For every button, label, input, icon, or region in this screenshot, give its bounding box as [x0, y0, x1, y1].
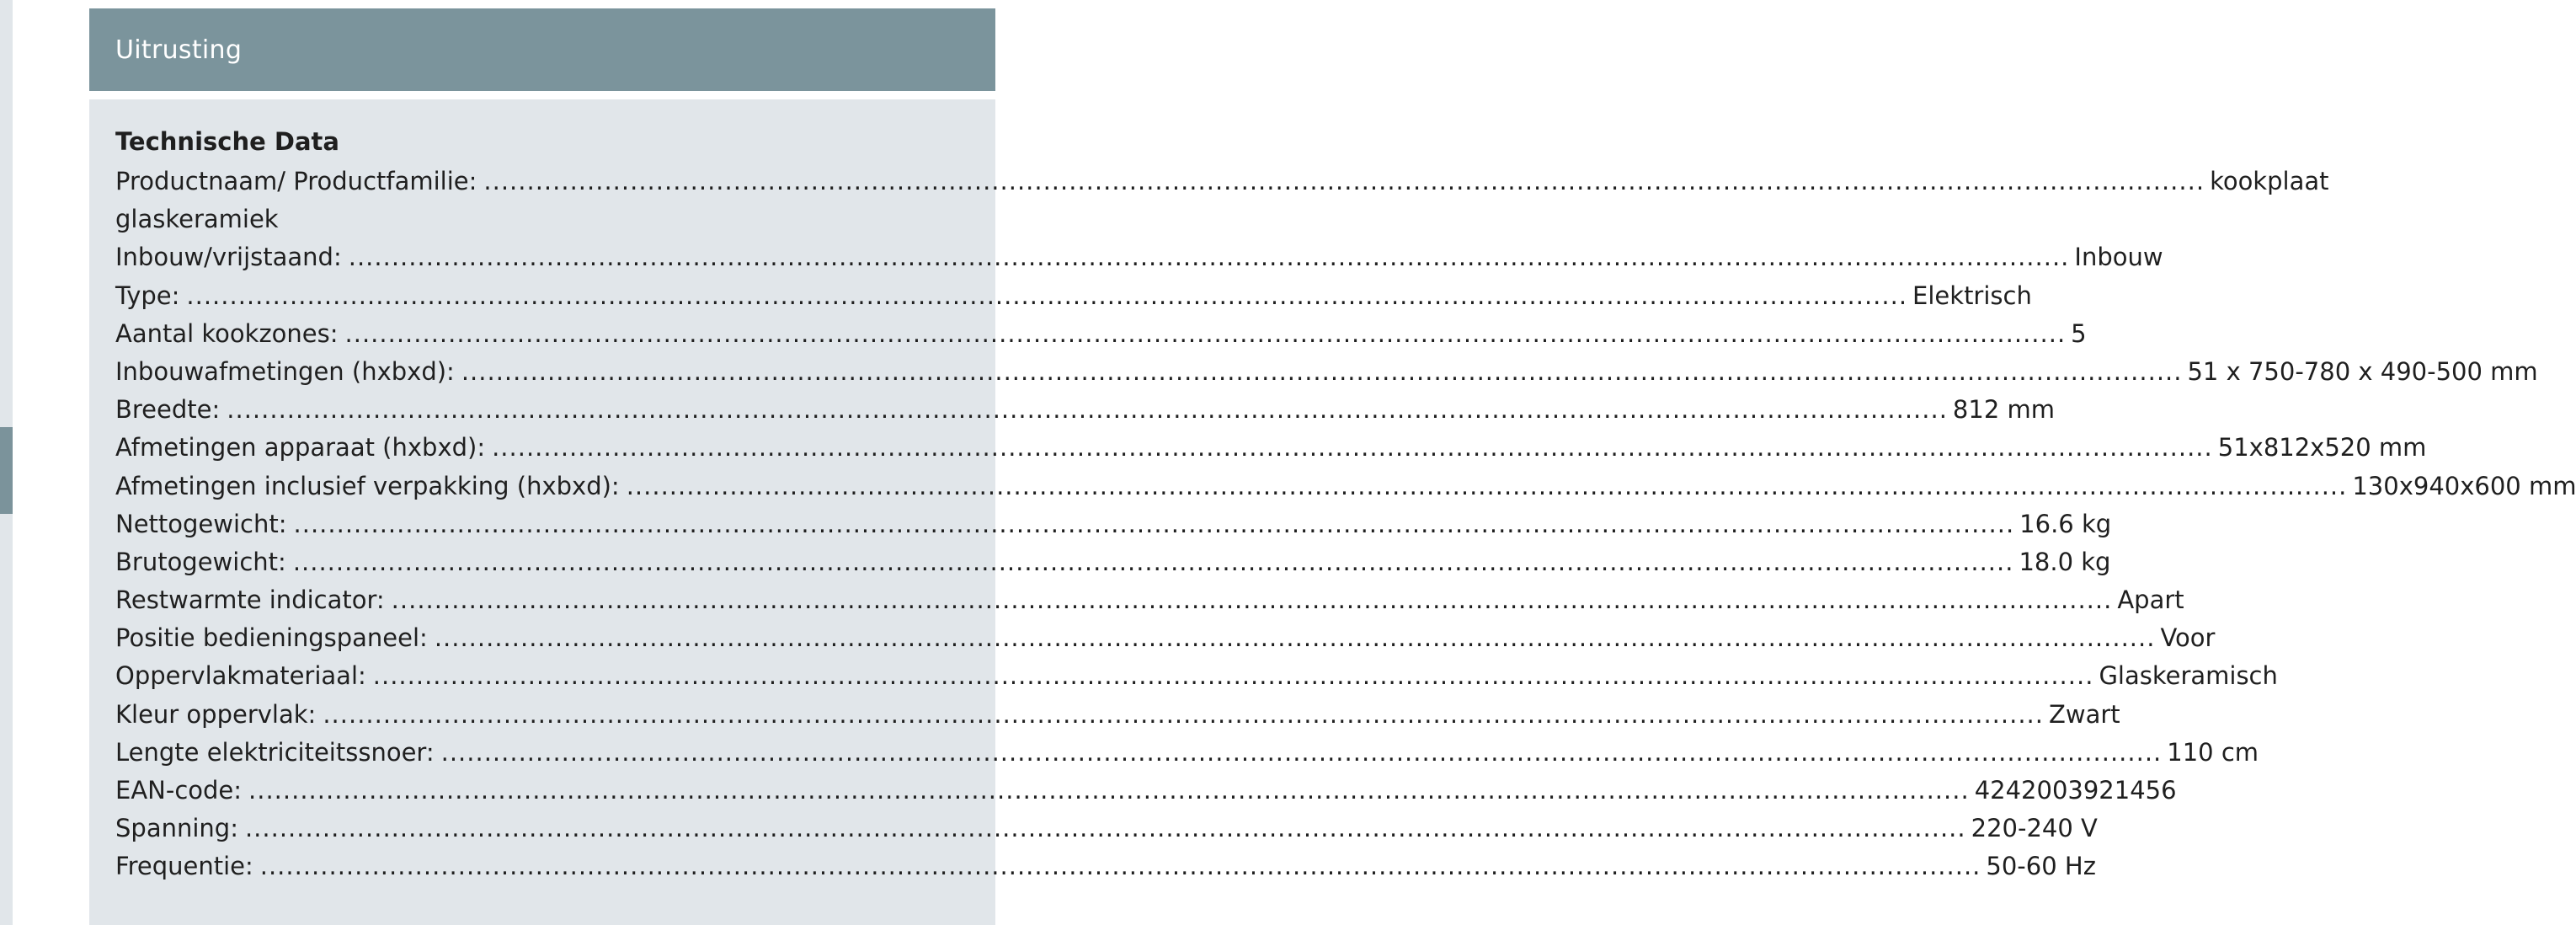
spec-value: 220-240 V — [1971, 814, 2098, 843]
spec-list — [115, 163, 2576, 886]
dot-leader: ........................................................................................................................................................................................................ — [186, 281, 1908, 310]
spec-label: Frequentie: — [115, 852, 253, 881]
dot-leader: ........................................................................................................................................................................................................ — [372, 661, 2094, 691]
dot-leader: ........................................................................................................................................................................................................ — [259, 852, 1981, 881]
spec-label: Lengte elektriciteitssnoer: — [115, 737, 435, 767]
dot-leader: ........................................................................................................................................................................................................ — [492, 433, 2213, 462]
spec-value: Glaskeramisch — [2099, 661, 2278, 691]
dot-leader: ........................................................................................................................................................................................................ — [292, 547, 2014, 576]
spec-row — [115, 505, 2112, 543]
spec-label: Afmetingen apparaat (hxbxd): — [115, 433, 486, 462]
spec-value: 812 mm — [1952, 395, 2055, 425]
spec-row — [115, 543, 2111, 581]
spec-value: Zwart — [2048, 699, 2120, 729]
spec-row — [115, 277, 2032, 315]
spec-row — [115, 315, 2087, 353]
dot-leader: ........................................................................................................................................................................................................ — [323, 699, 2044, 729]
dot-leader: ........................................................................................................................................................................................................ — [461, 356, 2183, 386]
spec-label: Spanning: — [115, 814, 238, 843]
dot-leader: ........................................................................................................................................................................................................ — [348, 243, 2070, 272]
spec-row — [115, 581, 2184, 619]
dot-leader: ........................................................................................................................................................................................................ — [244, 814, 1966, 843]
spec-value: 4242003921456 — [1974, 776, 2177, 805]
section-title: Technische Data — [115, 127, 339, 156]
spec-value: Elektrisch — [1912, 281, 2032, 310]
spec-label: Inbouw/vrijstaand: — [115, 243, 342, 272]
spec-label: Productnaam/ Productfamilie: — [115, 167, 477, 195]
spec-value: kookplaat — [2210, 167, 2329, 195]
spec-label: Brutogewicht: — [115, 547, 286, 576]
spec-label: EAN-code: — [115, 776, 243, 805]
spec-row — [115, 429, 2427, 467]
dot-leader: ........................................................................................................................................................................................................ — [293, 509, 2015, 538]
spec-value: 130x940x600 mm — [2352, 471, 2576, 500]
dot-leader: ........................................................................................................................................................................................................ — [483, 167, 2205, 195]
left-edge-marker — [0, 427, 13, 514]
spec-label: Afmetingen inclusief verpakking (hxbxd): — [115, 471, 620, 500]
spec-value-continued: glaskeramiek — [115, 205, 279, 234]
spec-value: Apart — [2117, 585, 2184, 615]
spec-row — [115, 734, 2259, 772]
spec-value: 16.6 kg — [2019, 509, 2112, 538]
spec-label: Kleur oppervlak: — [115, 699, 317, 729]
spec-row-product-name — [115, 163, 2329, 201]
spec-row — [115, 619, 2216, 657]
spec-row — [115, 468, 2576, 505]
spec-row — [115, 238, 2163, 276]
spec-label: Positie bedieningspaneel: — [115, 623, 428, 653]
dot-leader: ........................................................................................................................................................................................................ — [434, 623, 2156, 653]
spec-row — [115, 353, 2538, 391]
spec-label: Breedte: — [115, 395, 221, 425]
dot-leader: ........................................................................................................................................................................................................ — [227, 395, 1948, 425]
spec-value: 110 cm — [2167, 737, 2259, 767]
dot-leader: ........................................................................................................................................................................................................ — [440, 737, 2163, 767]
spec-value: Voor — [2160, 623, 2216, 653]
spec-rows — [115, 238, 2576, 885]
section-header-bar — [89, 8, 995, 91]
spec-label: Type: — [115, 281, 180, 310]
spec-label: Nettogewicht: — [115, 509, 287, 538]
spec-value: 18.0 kg — [2019, 547, 2111, 576]
spec-label: Oppervlakmateriaal: — [115, 661, 366, 691]
technical-data-panel — [89, 99, 2576, 925]
spec-row — [115, 696, 2120, 734]
spec-value: Inbouw — [2074, 243, 2163, 272]
header-title: Uitrusting — [115, 35, 243, 65]
spec-value: 51x812x520 mm — [2217, 433, 2427, 462]
dot-leader: ........................................................................................................................................................................................................ — [391, 585, 2113, 615]
spec-row — [115, 810, 2098, 847]
dot-leader: ........................................................................................................................................................................................................ — [248, 776, 1970, 805]
spec-label: Aantal kookzones: — [115, 318, 339, 348]
spec-label: Restwarmte indicator: — [115, 585, 385, 615]
spec-row — [115, 847, 2096, 885]
dot-leader: ........................................................................................................................................................................................................ — [344, 318, 2067, 348]
spec-value: 5 — [2071, 318, 2087, 348]
spec-row — [115, 391, 2055, 429]
spec-row — [115, 772, 2177, 810]
spec-value: 51 x 750-780 x 490-500 mm — [2187, 356, 2538, 386]
spec-label: Inbouwafmetingen (hxbxd): — [115, 356, 455, 386]
spec-value: 50-60 Hz — [1986, 852, 2096, 881]
spec-row — [115, 657, 2278, 695]
dot-leader: ........................................................................................................................................................................................................ — [626, 471, 2348, 500]
